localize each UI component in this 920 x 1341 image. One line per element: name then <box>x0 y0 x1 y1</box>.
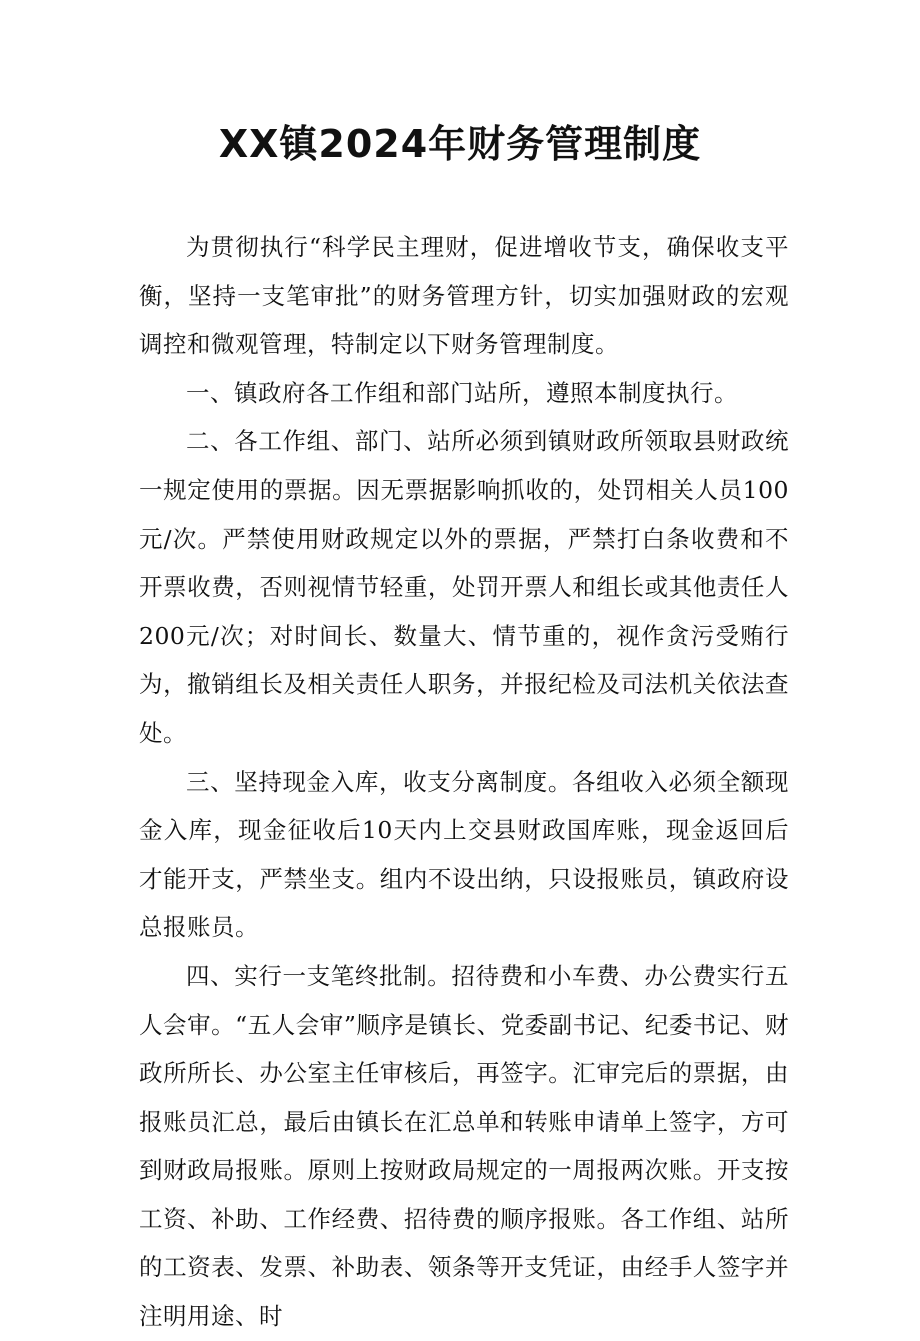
article-2-paragraph: 二、各工作组、部门、站所必须到镇财政所领取县财政统一规定使用的票据。因无票据影响抓收的，处罚相关人员100元/次。严禁使用财政规定以外的票据，严禁打白条收费和不开票收费，否则视情节轻重，处罚开票人和组长或其他责任人200元/次；对时间长、数量大、情节重的，视作贪污受贿行为，撤销组长及相关责任人职务，并报纪检及司法机关依法查处。 <box>139 427 789 747</box>
document-title: XX镇2024年财务管理制度 <box>218 122 702 166</box>
article-4-paragraph: 四、实行一支笔终批制。招待费和小车费、办公费实行五人会审。“五人会审”顺序是镇长、党委副书记、纪委书记、财政所所长、办公室主任审核后，再签字。汇审完后的票据，由报账员汇总，最后由镇长在汇总单和转账申请单上签字，方可到财政局报账。原则上按财政局规定的一周报两次账。开支按工资、补助、工作经费、招待费的顺序报账。各工作组、站所的工资表、发票、补助表、领条等开支凭证，由经手人签字并注明用途、时 <box>139 961 789 1331</box>
document-body <box>139 223 789 1341</box>
intro-paragraph: 为贯彻执行“科学民主理财，促进增收节支，确保收支平衡，坚持一支笔审批”的财务管理方针，切实加强财政的宏观调控和微观管理，特制定以下财务管理制度。 <box>139 233 789 359</box>
article-1-paragraph: 一、镇政府各工作组和部门站所，遵照本制度执行。 <box>186 378 738 407</box>
article-3-paragraph: 三、坚持现金入库，收支分离制度。各组收入必须全额现金入库，现金征收后10天内上交县财政国库账，现金返回后才能开支，严禁坐支。组内不设出纳，只设报账员，镇政府设总报账员。 <box>139 767 789 942</box>
